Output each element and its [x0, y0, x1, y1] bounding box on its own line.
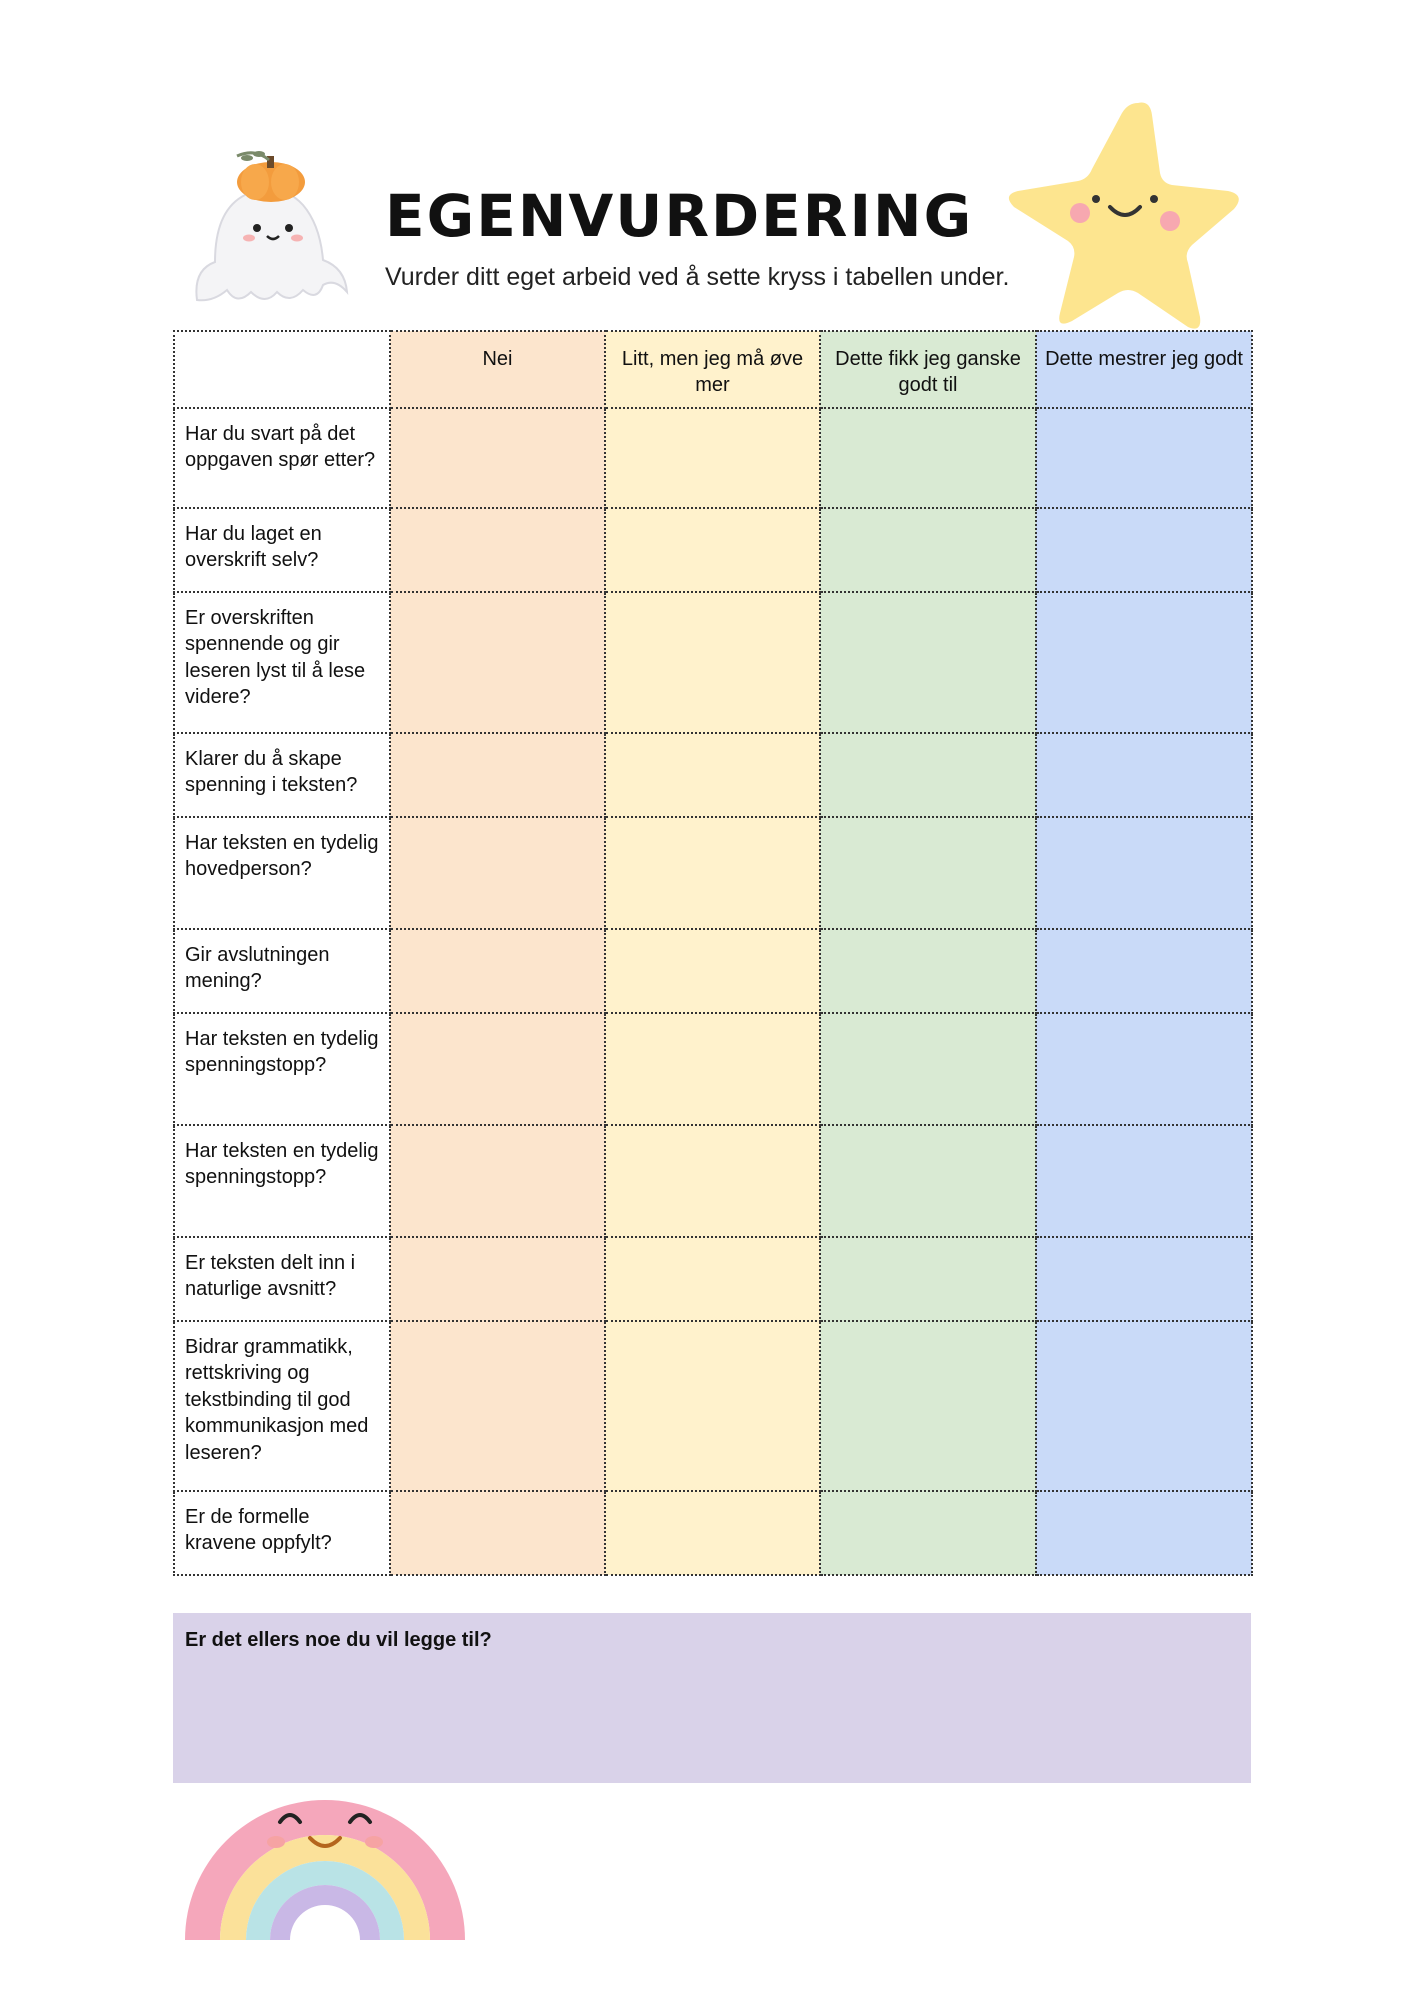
answer-cell-mestrer[interactable]: [1036, 817, 1252, 929]
table-row: [174, 408, 1252, 508]
table-row: [174, 929, 1252, 1013]
answer-cell-litt[interactable]: [605, 817, 820, 929]
answer-cell-ganske-godt[interactable]: [820, 733, 1036, 817]
table-row: [174, 817, 1252, 929]
answer-cell-litt[interactable]: [605, 1125, 820, 1237]
question-cell: Er de formelle kravene oppfylt?: [174, 1491, 390, 1575]
answer-cell-mestrer[interactable]: [1036, 408, 1252, 508]
answer-cell-nei[interactable]: [390, 1013, 605, 1125]
answer-cell-litt[interactable]: [605, 408, 820, 508]
answer-cell-mestrer[interactable]: [1036, 1237, 1252, 1321]
answer-cell-nei[interactable]: [390, 1125, 605, 1237]
answer-cell-nei[interactable]: [390, 733, 605, 817]
page-title: EGENVURDERING: [385, 182, 974, 250]
ghost-with-pumpkin-icon: [185, 150, 355, 310]
answer-cell-mestrer[interactable]: [1036, 592, 1252, 733]
answer-cell-nei[interactable]: [390, 508, 605, 592]
table-row: [174, 1013, 1252, 1125]
question-cell: Klarer du å skape spenning i teksten?: [174, 733, 390, 817]
column-header-nei: Nei: [390, 331, 605, 408]
table-header-row: [174, 331, 1252, 408]
answer-cell-ganske-godt[interactable]: [820, 1125, 1036, 1237]
answer-cell-mestrer[interactable]: [1036, 1013, 1252, 1125]
answer-cell-litt[interactable]: [605, 1237, 820, 1321]
question-cell: Bidrar grammatikk, rettskriving og tekstbinding til god kommunikasjon med leseren?: [174, 1321, 390, 1491]
answer-cell-nei[interactable]: [390, 1491, 605, 1575]
column-header-litt: Litt, men jeg må øve mer: [605, 331, 820, 408]
answer-cell-mestrer[interactable]: [1036, 1321, 1252, 1491]
answer-cell-ganske-godt[interactable]: [820, 408, 1036, 508]
answer-cell-litt[interactable]: [605, 1321, 820, 1491]
answer-cell-ganske-godt[interactable]: [820, 508, 1036, 592]
answer-cell-nei[interactable]: [390, 929, 605, 1013]
answer-cell-litt[interactable]: [605, 733, 820, 817]
answer-cell-mestrer[interactable]: [1036, 929, 1252, 1013]
answer-cell-litt[interactable]: [605, 1013, 820, 1125]
table-row: [174, 1321, 1252, 1491]
column-header-ganske-godt: Dette fikk jeg ganske godt til: [820, 331, 1036, 408]
answer-cell-litt[interactable]: [605, 508, 820, 592]
smiling-star-icon: [1000, 95, 1245, 335]
question-cell: Er overskriften spennende og gir leseren lyst til å lese videre?: [174, 592, 390, 733]
answer-cell-mestrer[interactable]: [1036, 1491, 1252, 1575]
self-assessment-table: [173, 330, 1253, 1576]
answer-cell-nei[interactable]: [390, 592, 605, 733]
question-cell: Er teksten delt inn i naturlige avsnitt?: [174, 1237, 390, 1321]
table-row: [174, 592, 1252, 733]
answer-cell-ganske-godt[interactable]: [820, 1491, 1036, 1575]
answer-cell-nei[interactable]: [390, 1237, 605, 1321]
answer-cell-mestrer[interactable]: [1036, 508, 1252, 592]
answer-cell-ganske-godt[interactable]: [820, 1013, 1036, 1125]
column-header-mestrer: Dette mestrer jeg godt: [1036, 331, 1252, 408]
answer-cell-ganske-godt[interactable]: [820, 1237, 1036, 1321]
answer-cell-mestrer[interactable]: [1036, 733, 1252, 817]
answer-cell-ganske-godt[interactable]: [820, 592, 1036, 733]
question-cell: Gir avslutningen mening?: [174, 929, 390, 1013]
smiling-rainbow-icon: [180, 1760, 470, 1940]
answer-cell-ganske-godt[interactable]: [820, 929, 1036, 1013]
question-cell: Har teksten en tydelig hovedperson?: [174, 817, 390, 929]
answer-cell-litt[interactable]: [605, 929, 820, 1013]
table-row: [174, 733, 1252, 817]
question-cell: Har du svart på det oppgaven spør etter?: [174, 408, 390, 508]
question-cell: Har teksten en tydelig spenningstopp?: [174, 1013, 390, 1125]
answer-cell-litt[interactable]: [605, 592, 820, 733]
answer-cell-ganske-godt[interactable]: [820, 1321, 1036, 1491]
answer-cell-ganske-godt[interactable]: [820, 817, 1036, 929]
answer-cell-litt[interactable]: [605, 1491, 820, 1575]
comment-box[interactable]: [173, 1613, 1251, 1783]
corner-cell: [174, 331, 390, 408]
table-row: [174, 508, 1252, 592]
question-cell: Har du laget en overskrift selv?: [174, 508, 390, 592]
answer-cell-mestrer[interactable]: [1036, 1125, 1252, 1237]
page-subtitle: Vurder ditt eget arbeid ved å sette kryss i tabellen under.: [385, 263, 1010, 291]
table-row: [174, 1491, 1252, 1575]
table-row: [174, 1125, 1252, 1237]
comment-label: Er det ellers noe du vil legge til?: [185, 1629, 492, 1651]
answer-cell-nei[interactable]: [390, 817, 605, 929]
answer-cell-nei[interactable]: [390, 408, 605, 508]
question-cell: Har teksten en tydelig spenningstopp?: [174, 1125, 390, 1237]
table-row: [174, 1237, 1252, 1321]
answer-cell-nei[interactable]: [390, 1321, 605, 1491]
